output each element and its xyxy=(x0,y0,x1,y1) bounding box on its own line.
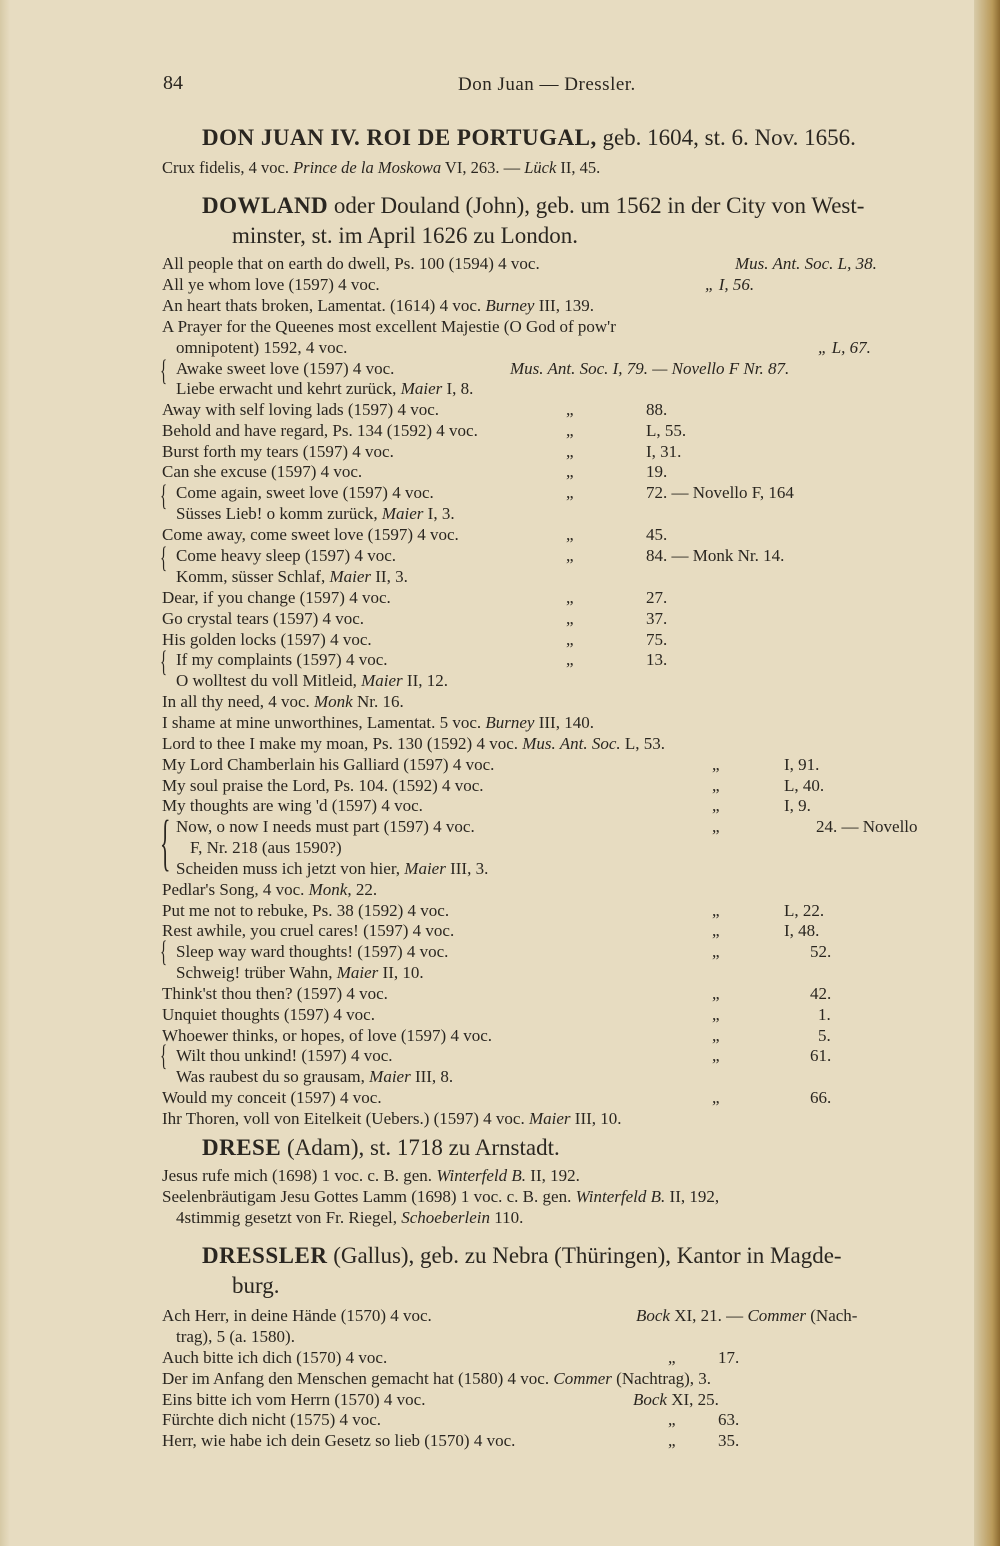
work-title: Süsses Lieb! o komm zurück, xyxy=(176,504,382,523)
source-reference xyxy=(633,1390,719,1410)
composer-info: (Gallus), geb. zu Nebra (Thüringen), Kantor in Magde- xyxy=(327,1243,842,1268)
page-reference: I, 31. xyxy=(646,442,682,461)
work-title: Would my conceit (1597) 4 voc. xyxy=(162,1088,382,1107)
work-line xyxy=(162,1088,382,1108)
work-line xyxy=(176,942,448,962)
source-num: , 22. xyxy=(347,880,378,899)
source-ref: Monk xyxy=(308,880,348,899)
work-title: trag), 5 (a. 1580). xyxy=(176,1327,295,1346)
page-reference: 24. — Novello xyxy=(816,817,918,836)
composer-name: DRESE xyxy=(202,1135,282,1160)
source-num: III, 140. xyxy=(534,713,594,732)
work-title: Crux fidelis, 4 voc. xyxy=(162,158,294,177)
work-title: Behold and have regard, Ps. 134 (1592) 4 voc. xyxy=(162,421,478,440)
work-title: Schweig! trüber Wahn, xyxy=(176,963,337,982)
work-line xyxy=(162,734,665,754)
work-title: 4stimmig gesetzt von Fr. Riegel, xyxy=(176,1208,402,1227)
composer-name: DON JUAN IV. ROI DE PORTUGAL, xyxy=(202,125,597,150)
source-ref: Burney xyxy=(485,296,535,315)
work-title: Come heavy sleep (1597) 4 voc. xyxy=(176,546,396,565)
source-ref: Maier xyxy=(369,1067,411,1086)
page-reference: I, 48. xyxy=(784,921,820,940)
page-reference: 19. xyxy=(646,462,668,481)
work-title: Seelenbräutigam Jesu Gottes Lamm (1698) 1 voc. c. B. gen. xyxy=(162,1187,576,1206)
work-line xyxy=(176,379,473,399)
work-line xyxy=(162,442,394,462)
ditto-mark: „ xyxy=(712,1046,720,1065)
work-title: My thoughts are wing 'd (1597) 4 voc. xyxy=(162,796,423,815)
source-num: II, 12. xyxy=(402,671,448,690)
source-num: III, 3. xyxy=(445,859,489,878)
work-line xyxy=(162,1390,425,1410)
work-title: Der im Anfang den Menschen gemacht hat (1580) 4 voc. xyxy=(162,1369,554,1388)
composer-name: DOWLAND xyxy=(202,193,329,218)
work-title: Go crystal tears (1597) 4 voc. xyxy=(162,609,365,628)
work-line xyxy=(176,546,396,566)
ditto-mark: „ xyxy=(566,630,574,649)
work-line xyxy=(162,275,380,295)
page-reference: 72. — Novello F, 164 xyxy=(646,483,794,502)
source-ref: Lück xyxy=(524,158,557,177)
work-line xyxy=(162,984,388,1004)
source-num: Nr. 16. xyxy=(352,692,404,711)
work-title: Rest awhile, you cruel cares! (1597) 4 voc. xyxy=(162,921,455,940)
source-ref: Winterfeld B. xyxy=(575,1187,666,1206)
work-title: Whoewer thinks, or hopes, of love (1597) 4 voc. xyxy=(162,1026,493,1045)
page-reference: L, 55. xyxy=(646,421,687,440)
source-num: XI, 21. — xyxy=(669,1306,748,1325)
work-title: Lord to thee I make my moan, Ps. 130 (1592) 4 voc. xyxy=(162,734,523,753)
page-reference: 27. xyxy=(646,588,668,607)
work-title: Wilt thou unkind! (1597) 4 voc. xyxy=(176,1046,393,1065)
work-title: A Prayer for the Queenes most excellent Majestie (O God of pow'r xyxy=(162,317,616,336)
work-line xyxy=(162,588,391,608)
grouping-brace: { xyxy=(160,809,171,877)
work-title: In all thy need, 4 voc. xyxy=(162,692,315,711)
work-title: Ihr Thoren, voll von Eitelkeit (Uebers.) (1597) 4 voc. xyxy=(162,1109,529,1128)
work-title: An heart thats broken, Lamentat. (1614) 4 voc. xyxy=(162,296,486,315)
source-num: III, 10. xyxy=(570,1109,622,1128)
work-title: Away with self loving lads (1597) 4 voc. xyxy=(162,400,440,419)
ditto-mark: „ xyxy=(712,796,720,815)
work-line xyxy=(162,158,600,178)
work-title: Scheiden muss ich jetzt von hier, xyxy=(176,859,405,878)
source-ref: Winterfeld B. xyxy=(436,1166,527,1185)
page-number: 84 xyxy=(163,72,183,94)
work-title: Fürchte dich nicht (1575) 4 voc. xyxy=(162,1410,382,1429)
source-ref: Maier xyxy=(336,963,379,982)
source-num: 110. xyxy=(489,1208,524,1227)
page-reference: L, 40. xyxy=(784,776,825,795)
grouping-brace: { xyxy=(160,1039,168,1072)
page-reference: 17. xyxy=(718,1348,740,1367)
work-line xyxy=(176,504,455,524)
work-line xyxy=(162,1166,580,1186)
work-line xyxy=(162,525,459,545)
work-title: O wolltest du voll Mitleid, xyxy=(176,671,362,690)
grouping-brace: { xyxy=(160,541,168,574)
work-line xyxy=(162,254,540,274)
work-line xyxy=(162,921,454,941)
work-line xyxy=(162,713,594,733)
work-line xyxy=(176,1046,393,1066)
source-num: L, 53. xyxy=(620,734,666,753)
source-reference xyxy=(818,338,871,358)
source-ref: „ L, 67. xyxy=(818,338,871,357)
page-reference: 84. — Monk Nr. 14. xyxy=(646,546,785,565)
page-edge-right xyxy=(974,0,1000,1546)
ditto-mark: „ xyxy=(566,546,574,565)
source-num: I, 8. xyxy=(442,379,474,398)
page-reference: 45. xyxy=(646,525,668,544)
ditto-mark: „ xyxy=(566,525,574,544)
source-num: III, 139. xyxy=(534,296,594,315)
ditto-mark: „ xyxy=(712,901,720,920)
page-reference: 63. xyxy=(718,1410,740,1429)
source-reference xyxy=(705,275,754,295)
page-reference: 52. xyxy=(810,942,832,961)
work-line xyxy=(162,776,484,796)
source-reference xyxy=(636,1306,857,1326)
work-line xyxy=(162,1348,387,1368)
page-reference: 13. xyxy=(646,650,668,669)
ditto-mark: „ xyxy=(712,1088,720,1107)
source-ref: Maier xyxy=(528,1109,571,1128)
work-title: Ach Herr, in deine Hände (1570) 4 voc. xyxy=(162,1306,432,1325)
page-edge-left xyxy=(0,0,10,1546)
work-title: I shame at mine unworthines, Lamentat. 5 voc. xyxy=(162,713,486,732)
work-title: My Lord Chamberlain his Galliard (1597) 4 voc. xyxy=(162,755,495,774)
source-ref: Monk xyxy=(314,692,353,711)
work-title: Awake sweet love (1597) 4 voc. xyxy=(176,359,395,378)
page-reference: L, 22. xyxy=(784,901,825,920)
work-title: Unquiet thoughts (1597) 4 voc. xyxy=(162,1005,375,1024)
work-line xyxy=(162,880,377,900)
source-num: (Nachtrag), 3. xyxy=(611,1369,712,1388)
work-title: Burst forth my tears (1597) 4 voc. xyxy=(162,442,394,461)
ditto-mark: „ xyxy=(668,1431,676,1450)
work-line xyxy=(162,421,478,441)
page-reference: 42. xyxy=(810,984,832,1003)
work-line xyxy=(176,1208,523,1228)
grouping-brace: { xyxy=(160,645,168,678)
work-line xyxy=(176,359,394,379)
ditto-mark: „ xyxy=(566,483,574,502)
work-title: If my complaints (1597) 4 voc. xyxy=(176,650,388,669)
source-num: III, 8. xyxy=(410,1067,454,1086)
work-line xyxy=(162,1306,432,1326)
work-line xyxy=(162,296,594,316)
source-ref: Schoeberlein xyxy=(401,1208,490,1227)
work-line xyxy=(162,1410,381,1430)
ditto-mark: „ xyxy=(712,1026,720,1045)
work-title: All ye whom love (1597) 4 voc. xyxy=(162,275,380,294)
source-num: II, 45. xyxy=(556,158,601,177)
work-line xyxy=(176,338,347,358)
source-ref: Bock xyxy=(636,1306,670,1325)
ditto-mark: „ xyxy=(712,921,720,940)
source-ref: Commer xyxy=(553,1369,612,1388)
work-line xyxy=(162,1187,719,1207)
work-line xyxy=(176,859,488,879)
ditto-mark: „ xyxy=(566,421,574,440)
ditto-mark: „ xyxy=(566,609,574,628)
work-line xyxy=(162,609,364,629)
composer-dates: geb. 1604, st. 6. Nov. 1656. xyxy=(596,125,856,150)
source-ref: Mus. Ant. Soc. xyxy=(522,734,621,753)
source-num: II, 3. xyxy=(371,567,408,586)
source-ref: Maier xyxy=(404,859,446,878)
work-line xyxy=(162,400,439,420)
page-reference: I, 9. xyxy=(784,796,811,815)
work-line xyxy=(176,650,388,670)
work-line xyxy=(176,671,448,691)
entry-heading-drese xyxy=(202,1134,560,1162)
work-line xyxy=(162,1005,375,1025)
work-title: Put me not to rebuke, Ps. 38 (1592) 4 voc. xyxy=(162,901,450,920)
work-title: Herr, wie habe ich dein Gesetz so lieb (1570) 4 voc. xyxy=(162,1431,516,1450)
source-num: II, 10. xyxy=(378,963,424,982)
entry-heading-don-juan xyxy=(202,124,856,152)
work-title: Come again, sweet love (1597) 4 voc. xyxy=(176,483,434,502)
work-line xyxy=(176,817,475,837)
work-title: omnipotent) 1592, 4 voc. xyxy=(176,338,348,357)
source-ref: Mus. Ant. Soc. I, 79. — Novello F Nr. 87. xyxy=(510,359,790,378)
ditto-mark: „ xyxy=(566,462,574,481)
source-ref: Commer xyxy=(747,1306,806,1325)
work-line xyxy=(162,692,404,712)
source-ref: Bock xyxy=(633,1390,667,1409)
page-header xyxy=(0,72,1000,102)
grouping-brace: { xyxy=(160,935,168,968)
grouping-brace: { xyxy=(160,479,168,512)
ditto-mark: „ xyxy=(668,1410,676,1429)
source-reference xyxy=(735,254,877,274)
work-title: All people that on earth do dwell, Ps. 100 (1594) 4 voc. xyxy=(162,254,540,273)
page-reference: 5. xyxy=(818,1026,831,1045)
work-title: F, Nr. 218 (aus 1590?) xyxy=(190,838,342,857)
page-reference: 37. xyxy=(646,609,668,628)
source-ref: Maier xyxy=(381,504,424,523)
grouping-brace: { xyxy=(160,354,168,387)
ditto-mark: „ xyxy=(712,1005,720,1024)
work-title: His golden locks (1597) 4 voc. xyxy=(162,630,372,649)
entry-heading-dressler xyxy=(202,1242,842,1270)
work-line xyxy=(176,1067,453,1087)
page-reference: 66. xyxy=(810,1088,832,1107)
page-reference: 75. xyxy=(646,630,668,649)
work-line xyxy=(162,1109,622,1129)
work-line xyxy=(162,1026,492,1046)
entry-heading-cont: minster, st. im April 1626 zu London. xyxy=(232,223,578,248)
work-title: Dear, if you change (1597) 4 voc. xyxy=(162,588,391,607)
work-line xyxy=(176,1327,295,1347)
source-num: II, 192, xyxy=(665,1187,720,1206)
work-title: Jesus rufe mich (1698) 1 voc. c. B. gen. xyxy=(162,1166,437,1185)
ditto-mark: „ xyxy=(712,776,720,795)
entry-heading-cont: burg. xyxy=(232,1273,280,1298)
ditto-mark: „ xyxy=(566,442,574,461)
work-line xyxy=(162,1431,515,1451)
source-ref: Burney xyxy=(485,713,535,732)
ditto-mark: „ xyxy=(712,817,720,836)
work-title: Liebe erwacht und kehrt zurück, xyxy=(176,379,401,398)
work-title: Komm, süsser Schlaf, xyxy=(176,567,330,586)
work-line xyxy=(162,630,372,650)
source-num: (Nach- xyxy=(806,1306,858,1325)
source-reference xyxy=(510,359,789,379)
work-title: Think'st thou then? (1597) 4 voc. xyxy=(162,984,388,1003)
source-ref: Prince de la Moskowa xyxy=(293,158,442,177)
ditto-mark: „ xyxy=(712,755,720,774)
source-ref: Maier xyxy=(400,379,443,398)
work-line xyxy=(176,483,434,503)
ditto-mark: „ xyxy=(566,588,574,607)
source-num: II, 192. xyxy=(526,1166,580,1185)
work-line xyxy=(176,567,408,587)
work-title: Sleep way ward thoughts! (1597) 4 voc. xyxy=(176,942,449,961)
work-title: Eins bitte ich vom Herrn (1570) 4 voc. xyxy=(162,1390,426,1409)
work-title: Auch bitte ich dich (1570) 4 voc. xyxy=(162,1348,388,1367)
work-line xyxy=(162,462,362,482)
work-line xyxy=(162,317,616,337)
work-title: My soul praise the Lord, Ps. 104. (1592) 4 voc. xyxy=(162,776,484,795)
work-title: Pedlar's Song, 4 voc. xyxy=(162,880,309,899)
ditto-mark: „ xyxy=(566,650,574,669)
page-reference: 1. xyxy=(818,1005,831,1024)
ditto-mark: „ xyxy=(712,984,720,1003)
source-ref: Maier xyxy=(361,671,403,690)
work-line xyxy=(162,1369,711,1389)
work-line xyxy=(162,901,449,921)
source-ref: „ I, 56. xyxy=(705,275,755,294)
source-num: XI, 25. xyxy=(666,1390,719,1409)
page-reference: 61. xyxy=(810,1046,832,1065)
entry-heading-dowland xyxy=(202,192,864,220)
source-num: I, 3. xyxy=(423,504,455,523)
page-reference: 35. xyxy=(718,1431,740,1450)
page-reference: 88. xyxy=(646,400,668,419)
work-title: Was raubest du so grausam, xyxy=(176,1067,370,1086)
work-title: Come away, come sweet love (1597) 4 voc. xyxy=(162,525,459,544)
ditto-mark: „ xyxy=(712,942,720,961)
composer-info: oder Douland (John), geb. um 1562 in der City von West- xyxy=(328,193,865,218)
source-num: VI, 263. — xyxy=(441,158,525,177)
ditto-mark: „ xyxy=(668,1348,676,1367)
ditto-mark: „ xyxy=(566,400,574,419)
work-title: Now, o now I needs must part (1597) 4 voc. xyxy=(176,817,475,836)
source-ref: Mus. Ant. Soc. L, 38. xyxy=(735,254,877,273)
work-line xyxy=(162,796,423,816)
page-reference: I, 91. xyxy=(784,755,820,774)
running-head: Don Juan — Dressler. xyxy=(458,74,636,95)
composer-name: DRESSLER xyxy=(202,1243,328,1268)
work-title: Can she excuse (1597) 4 voc. xyxy=(162,462,363,481)
source-ref: Maier xyxy=(329,567,372,586)
work-line xyxy=(162,755,494,775)
composer-info: (Adam), st. 1718 zu Arnstadt. xyxy=(281,1135,560,1160)
work-line xyxy=(176,963,424,983)
work-line xyxy=(190,838,342,858)
